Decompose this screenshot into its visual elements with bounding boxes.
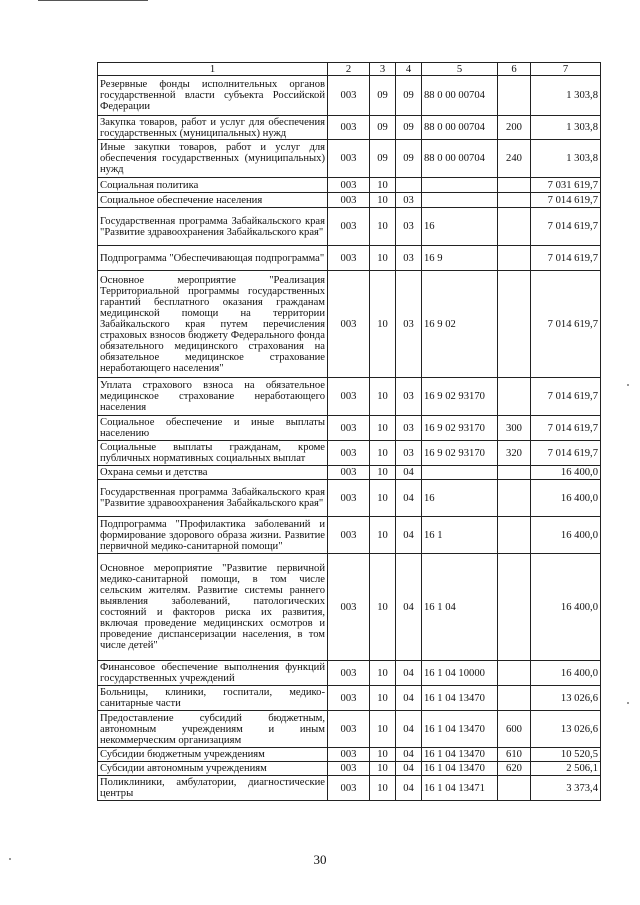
cell-name: Больницы, клиники, госпитали, медико-санитарные части [98, 686, 328, 711]
cell-target-article: 16 1 [422, 517, 498, 554]
cell-amount: 3 373,4 [531, 776, 601, 801]
cell-amount: 16 400,0 [531, 480, 601, 517]
table-body [98, 76, 601, 801]
cell-name: Социальная политика [98, 178, 328, 193]
table-row [98, 686, 601, 711]
cell-target-article: 16 [422, 208, 498, 246]
cell-target-article [422, 178, 498, 193]
cell-target-article: 16 9 [422, 246, 498, 271]
cell-name: Предоставление субсидий бюджетным, автономным учреждениям и иным некоммерческим организациям [98, 711, 328, 748]
cell-expense-type [498, 776, 531, 801]
cell-subsection [396, 178, 422, 193]
cell-section: 10 [370, 466, 396, 480]
table-row [98, 661, 601, 686]
scan-speck [627, 384, 629, 386]
cell-amount: 2 506,1 [531, 762, 601, 776]
cell-section: 10 [370, 208, 396, 246]
cell-subsection: 04 [396, 517, 422, 554]
cell-expense-type [498, 686, 531, 711]
table-row [98, 246, 601, 271]
cell-name: Социальное обеспечение населения [98, 193, 328, 208]
cell-subsection: 04 [396, 762, 422, 776]
table-row [98, 776, 601, 801]
cell-amount: 7 014 619,7 [531, 378, 601, 416]
table-row [98, 762, 601, 776]
cell-target-article: 16 9 02 93170 [422, 441, 498, 466]
cell-admin-code: 003 [328, 246, 370, 271]
cell-target-article: 88 0 00 00704 [422, 76, 498, 116]
cell-target-article: 16 1 04 13471 [422, 776, 498, 801]
cell-name: Субсидии бюджетным учреждениям [98, 748, 328, 762]
header-col-6: 6 [498, 63, 531, 76]
cell-expense-type: 620 [498, 762, 531, 776]
cell-expense-type [498, 76, 531, 116]
cell-expense-type: 320 [498, 441, 531, 466]
budget-table [97, 62, 601, 801]
cell-name: Основное мероприятие "Развитие первичной медико-санитарной помощи, в том числе сельским жителям. Развитие системы раннего выявления заболеваний, патологических состояний и факторов риска их развития, включая проведение медицинских осмотров и проведение диспансеризации населения, в том числе детей" [98, 554, 328, 661]
cell-name: Подпрограмма "Обеспечивающая подпрограмма" [98, 246, 328, 271]
cell-section: 10 [370, 178, 396, 193]
header-col-1: 1 [98, 63, 328, 76]
cell-target-article: 16 1 04 13470 [422, 711, 498, 748]
cell-name: Социальное обеспечение и иные выплаты населению [98, 416, 328, 441]
cell-section: 10 [370, 193, 396, 208]
cell-target-article: 16 1 04 13470 [422, 748, 498, 762]
cell-section: 10 [370, 748, 396, 762]
cell-amount: 7 014 619,7 [531, 416, 601, 441]
cell-name: Субсидии автономным учреждениям [98, 762, 328, 776]
cell-expense-type [498, 246, 531, 271]
cell-admin-code: 003 [328, 661, 370, 686]
cell-expense-type [498, 466, 531, 480]
cell-admin-code: 003 [328, 76, 370, 116]
cell-admin-code: 003 [328, 466, 370, 480]
table-row [98, 208, 601, 246]
cell-subsection: 03 [396, 378, 422, 416]
table-row [98, 466, 601, 480]
cell-expense-type [498, 378, 531, 416]
cell-expense-type [498, 554, 531, 661]
scan-speck [627, 702, 629, 704]
cell-subsection: 03 [396, 246, 422, 271]
cell-expense-type [498, 178, 531, 193]
cell-target-article: 16 1 04 13470 [422, 686, 498, 711]
cell-amount: 1 303,8 [531, 140, 601, 178]
cell-subsection: 03 [396, 271, 422, 378]
cell-expense-type [498, 517, 531, 554]
table-row [98, 480, 601, 517]
cell-target-article: 16 1 04 10000 [422, 661, 498, 686]
table-row [98, 140, 601, 178]
cell-target-article: 88 0 00 00704 [422, 116, 498, 140]
cell-section: 10 [370, 554, 396, 661]
cell-expense-type: 610 [498, 748, 531, 762]
page-number: 30 [313, 852, 327, 867]
header-col-5: 5 [422, 63, 498, 76]
cell-section: 10 [370, 661, 396, 686]
cell-name: Резервные фонды исполнительных органов государственной власти субъекта Российской Федерации [98, 76, 328, 116]
cell-expense-type [498, 480, 531, 517]
cell-amount: 13 026,6 [531, 711, 601, 748]
cell-section: 09 [370, 140, 396, 178]
cell-admin-code: 003 [328, 193, 370, 208]
cell-section: 10 [370, 246, 396, 271]
cell-expense-type: 300 [498, 416, 531, 441]
cell-target-article: 16 1 04 13470 [422, 762, 498, 776]
cell-subsection: 04 [396, 554, 422, 661]
cell-subsection: 03 [396, 193, 422, 208]
cell-subsection: 04 [396, 480, 422, 517]
table-row [98, 711, 601, 748]
cell-admin-code: 003 [328, 776, 370, 801]
cell-admin-code: 003 [328, 208, 370, 246]
cell-amount: 7 014 619,7 [531, 271, 601, 378]
cell-target-article: 88 0 00 00704 [422, 140, 498, 178]
cell-admin-code: 003 [328, 748, 370, 762]
cell-subsection: 03 [396, 416, 422, 441]
header-col-7: 7 [531, 63, 601, 76]
table-row [98, 748, 601, 762]
cell-section: 10 [370, 686, 396, 711]
cell-amount: 1 303,8 [531, 76, 601, 116]
cell-name: Государственная программа Забайкальского края "Развитие здравоохранения Забайкальского края" [98, 480, 328, 517]
cell-subsection: 03 [396, 441, 422, 466]
cell-subsection: 04 [396, 661, 422, 686]
cell-expense-type: 200 [498, 116, 531, 140]
cell-amount: 16 400,0 [531, 554, 601, 661]
cell-target-article: 16 [422, 480, 498, 517]
cell-amount: 7 014 619,7 [531, 441, 601, 466]
cell-name: Финансовое обеспечение выполнения функций государственных учреждений [98, 661, 328, 686]
cell-expense-type: 240 [498, 140, 531, 178]
cell-amount: 7 014 619,7 [531, 193, 601, 208]
cell-expense-type [498, 271, 531, 378]
table-row [98, 416, 601, 441]
header-col-3: 3 [370, 63, 396, 76]
cell-admin-code: 003 [328, 378, 370, 416]
cell-admin-code: 003 [328, 441, 370, 466]
cell-amount: 7 014 619,7 [531, 246, 601, 271]
cell-admin-code: 003 [328, 416, 370, 441]
cell-name: Закупка товаров, работ и услуг для обеспечения государственных (муниципальных) нужд [98, 116, 328, 140]
cell-admin-code: 003 [328, 271, 370, 378]
cell-amount: 16 400,0 [531, 466, 601, 480]
cell-amount: 10 520,5 [531, 748, 601, 762]
cell-target-article: 16 1 04 [422, 554, 498, 661]
cell-section: 10 [370, 517, 396, 554]
cell-section: 10 [370, 776, 396, 801]
table-row [98, 517, 601, 554]
table-row [98, 178, 601, 193]
cell-target-article: 16 9 02 [422, 271, 498, 378]
cell-section: 10 [370, 711, 396, 748]
cell-section: 10 [370, 378, 396, 416]
cell-section: 10 [370, 441, 396, 466]
table-row [98, 271, 601, 378]
table-row [98, 554, 601, 661]
table-row [98, 378, 601, 416]
cell-amount: 1 303,8 [531, 116, 601, 140]
cell-section: 10 [370, 416, 396, 441]
cell-name: Поликлиники, амбулатории, диагностические центры [98, 776, 328, 801]
cell-section: 10 [370, 271, 396, 378]
cell-expense-type: 600 [498, 711, 531, 748]
cell-section: 09 [370, 116, 396, 140]
cell-section: 10 [370, 480, 396, 517]
cell-target-article [422, 466, 498, 480]
table-row [98, 76, 601, 116]
cell-subsection: 09 [396, 140, 422, 178]
cell-admin-code: 003 [328, 517, 370, 554]
cell-target-article [422, 193, 498, 208]
header-col-2: 2 [328, 63, 370, 76]
cell-admin-code: 003 [328, 140, 370, 178]
cell-section: 09 [370, 76, 396, 116]
cell-expense-type [498, 193, 531, 208]
cell-admin-code: 003 [328, 116, 370, 140]
cell-name: Уплата страхового взноса на обязательное медицинское страхование неработающего населения [98, 378, 328, 416]
cell-amount: 16 400,0 [531, 661, 601, 686]
cell-subsection: 09 [396, 76, 422, 116]
cell-amount: 13 026,6 [531, 686, 601, 711]
cell-expense-type [498, 208, 531, 246]
cell-subsection: 04 [396, 776, 422, 801]
cell-admin-code: 003 [328, 686, 370, 711]
cell-admin-code: 003 [328, 480, 370, 517]
cell-subsection: 04 [396, 466, 422, 480]
cell-subsection: 04 [396, 748, 422, 762]
cell-subsection: 04 [396, 686, 422, 711]
cell-amount: 16 400,0 [531, 517, 601, 554]
table-row [98, 116, 601, 140]
scan-speck [9, 858, 11, 860]
cell-expense-type [498, 661, 531, 686]
cell-target-article: 16 9 02 93170 [422, 378, 498, 416]
cell-admin-code: 003 [328, 711, 370, 748]
table-row [98, 441, 601, 466]
cell-name: Государственная программа Забайкальского края "Развитие здравоохранения Забайкальского края" [98, 208, 328, 246]
cell-amount: 7 014 619,7 [531, 208, 601, 246]
table-header-row [98, 63, 601, 76]
cell-subsection: 04 [396, 711, 422, 748]
header-col-4: 4 [396, 63, 422, 76]
cell-amount: 7 031 619,7 [531, 178, 601, 193]
cell-name: Подпрограмма "Профилактика заболеваний и формирование здорового образа жизни. Развитие первичной медико-санитарной помощи" [98, 517, 328, 554]
table-row [98, 193, 601, 208]
cell-admin-code: 003 [328, 762, 370, 776]
cell-section: 10 [370, 762, 396, 776]
page-top-edge-line [38, 0, 148, 1]
cell-name: Охрана семьи и детства [98, 466, 328, 480]
cell-name: Иные закупки товаров, работ и услуг для обеспечения государственных (муниципальных) нужд [98, 140, 328, 178]
cell-name: Социальные выплаты гражданам, кроме публичных нормативных социальных выплат [98, 441, 328, 466]
cell-admin-code: 003 [328, 178, 370, 193]
cell-name: Основное мероприятие "Реализация Территориальной программы государственных гарантий бесплатного оказания гражданам медицинской помощи на территории Забайкальского края путем перечисления страховых взносов бюджету Федерального фонда обязательного медицинского страхования на обязательное медицинское страхование неработающего населения" [98, 271, 328, 378]
cell-target-article: 16 9 02 93170 [422, 416, 498, 441]
cell-subsection: 03 [396, 208, 422, 246]
cell-subsection: 09 [396, 116, 422, 140]
cell-admin-code: 003 [328, 554, 370, 661]
